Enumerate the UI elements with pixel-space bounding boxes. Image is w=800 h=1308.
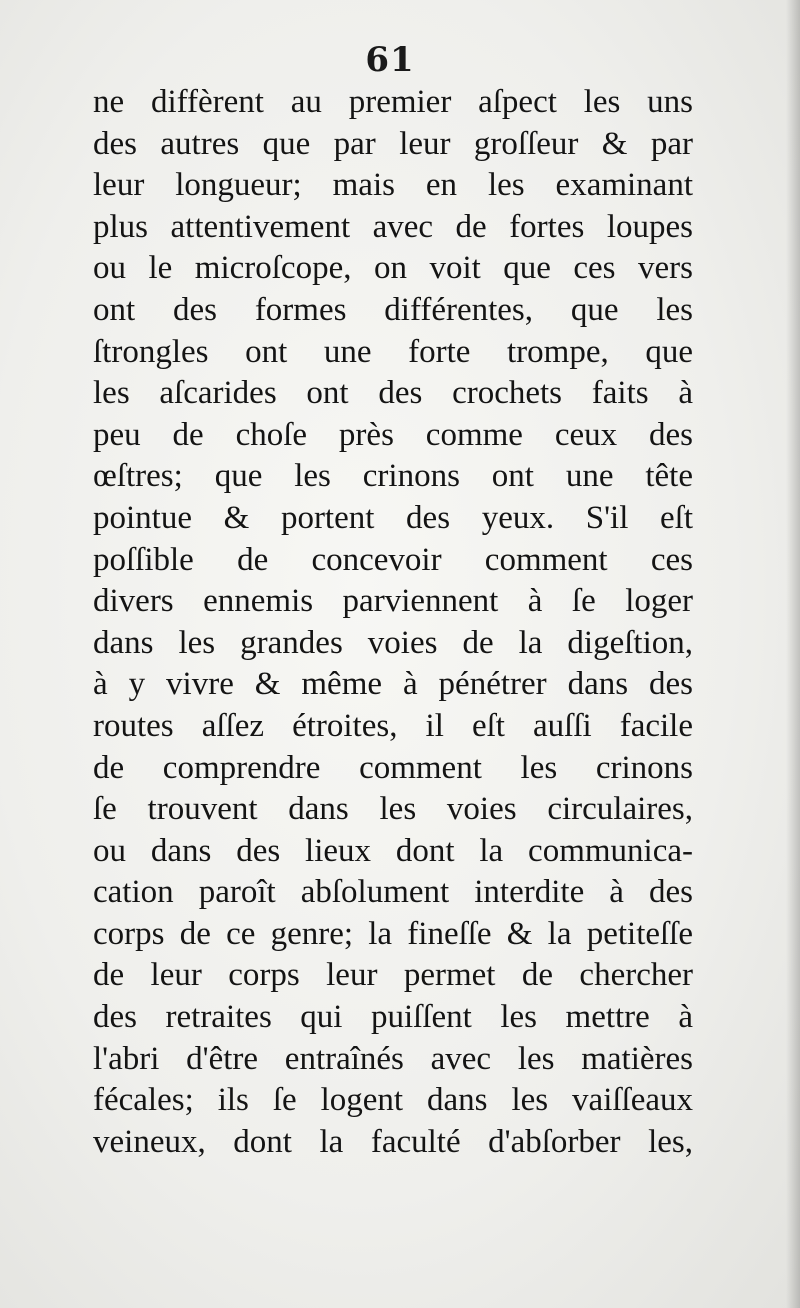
text-line: plus attentivement avec de fortes loupes [93, 208, 693, 245]
text-line: poſſible de concevoir comment ces [93, 541, 693, 578]
text-line: veineux, dont la faculté d'abſorber les, [93, 1123, 693, 1160]
text-line: œſtres; que les crinons ont une tête [93, 458, 693, 495]
text-line: de comprendre comment les crinons [93, 749, 693, 786]
text-line: ne diffèrent au premier aſpect les uns [93, 84, 693, 120]
text-line: des autres que par leur groſſeur & par [93, 125, 693, 162]
text-line: les aſcarides ont des crochets faits à [93, 375, 693, 412]
text-line: de leur corps leur permet de chercher [93, 957, 693, 994]
text-line: ou le microſcope, on voit que ces vers [93, 250, 693, 287]
text-line: dans les grandes voies de la digeſtion, [93, 624, 693, 661]
text-line: fécales; ils ſe logent dans les vaiſſeaux [93, 1082, 693, 1119]
text-line: l'abri d'être entraînés avec les matières [93, 1040, 693, 1077]
page-edge-shadow [786, 0, 800, 1308]
text-line: pointue & portent des yeux. S'il eſt [93, 499, 693, 536]
text-line: leur longueur; mais en les examinant [93, 167, 693, 204]
text-line: ont des formes différentes, que les [93, 291, 693, 328]
text-line: divers ennemis parviennent à ſe loger [93, 583, 693, 620]
body-text [93, 82, 693, 1163]
text-line: ſtrongles ont une forte trompe, que [93, 333, 693, 370]
text-line: corps de ce genre; la fineſſe & la petiteſſe [93, 915, 693, 952]
text-line: à y vivre & même à pénétrer dans des [93, 666, 693, 703]
text-line: cation paroît abſolument interdite à des [93, 874, 693, 911]
page-number: 61 [365, 40, 415, 80]
text-line: peu de choſe près comme ceux des [93, 416, 693, 453]
text-line: ſe trouvent dans les voies circulaires, [93, 791, 693, 828]
text-line: ou dans des lieux dont la communica- [93, 832, 693, 869]
text-line: routes aſſez étroites, il eſt auſſi facile [93, 707, 693, 744]
text-line: des retraites qui puiſſent les mettre à [93, 999, 693, 1036]
